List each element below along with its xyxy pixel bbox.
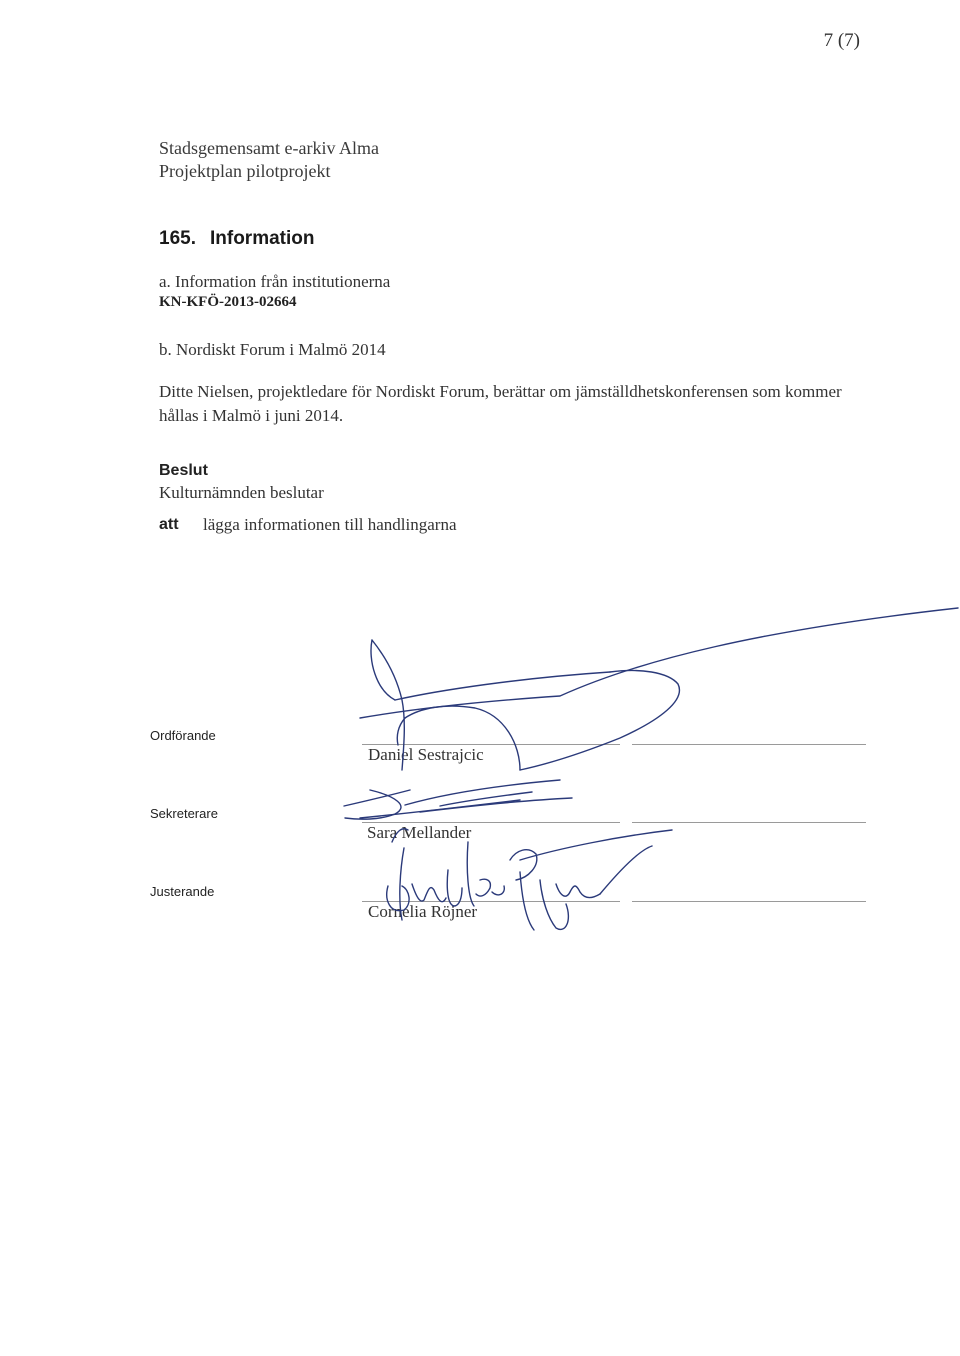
decision-text: Kulturnämnden beslutar	[159, 483, 324, 502]
signature-line-chair-2	[632, 744, 866, 745]
signature-role-chair: Ordförande	[150, 728, 216, 743]
section-title: Information	[209, 228, 315, 249]
header-title: Stadsgemensamt e-arkiv Alma	[159, 138, 379, 158]
att-text: lägga informationen till handlingarna	[203, 515, 457, 534]
information-paragraph: Ditte Nielsen, projektledare för Nordiskt Forum, berättar om jämställdhetskonferensen som kommer hållas i Malmö i juni 2014.	[159, 382, 842, 425]
signature-name-secretary: Sara Mellander	[367, 823, 472, 842]
signature-name-adjuster: Cornelia Röjner	[368, 902, 478, 921]
section-heading	[159, 228, 314, 250]
page-number: 7 (7)	[823, 30, 860, 51]
item-a: a. Information från institutionerna	[159, 272, 391, 291]
header-subtitle: Projektplan pilotprojekt	[159, 161, 331, 181]
signature-name-chair: Daniel Sestrajcic	[368, 745, 484, 764]
signature-role-secretary: Sekreterare	[150, 806, 218, 821]
reference-number: KN-KFÖ-2013-02664	[159, 294, 297, 310]
item-b: b. Nordiskt Forum i Malmö 2014	[159, 340, 386, 359]
signature-role-adjuster: Justerande	[150, 884, 215, 899]
section-number: 165.	[159, 228, 196, 249]
decision-heading: Beslut	[159, 462, 208, 479]
att-label: att	[159, 516, 179, 533]
signature-line-secretary-2	[632, 822, 866, 823]
signature-line-adjuster-2	[632, 901, 866, 902]
